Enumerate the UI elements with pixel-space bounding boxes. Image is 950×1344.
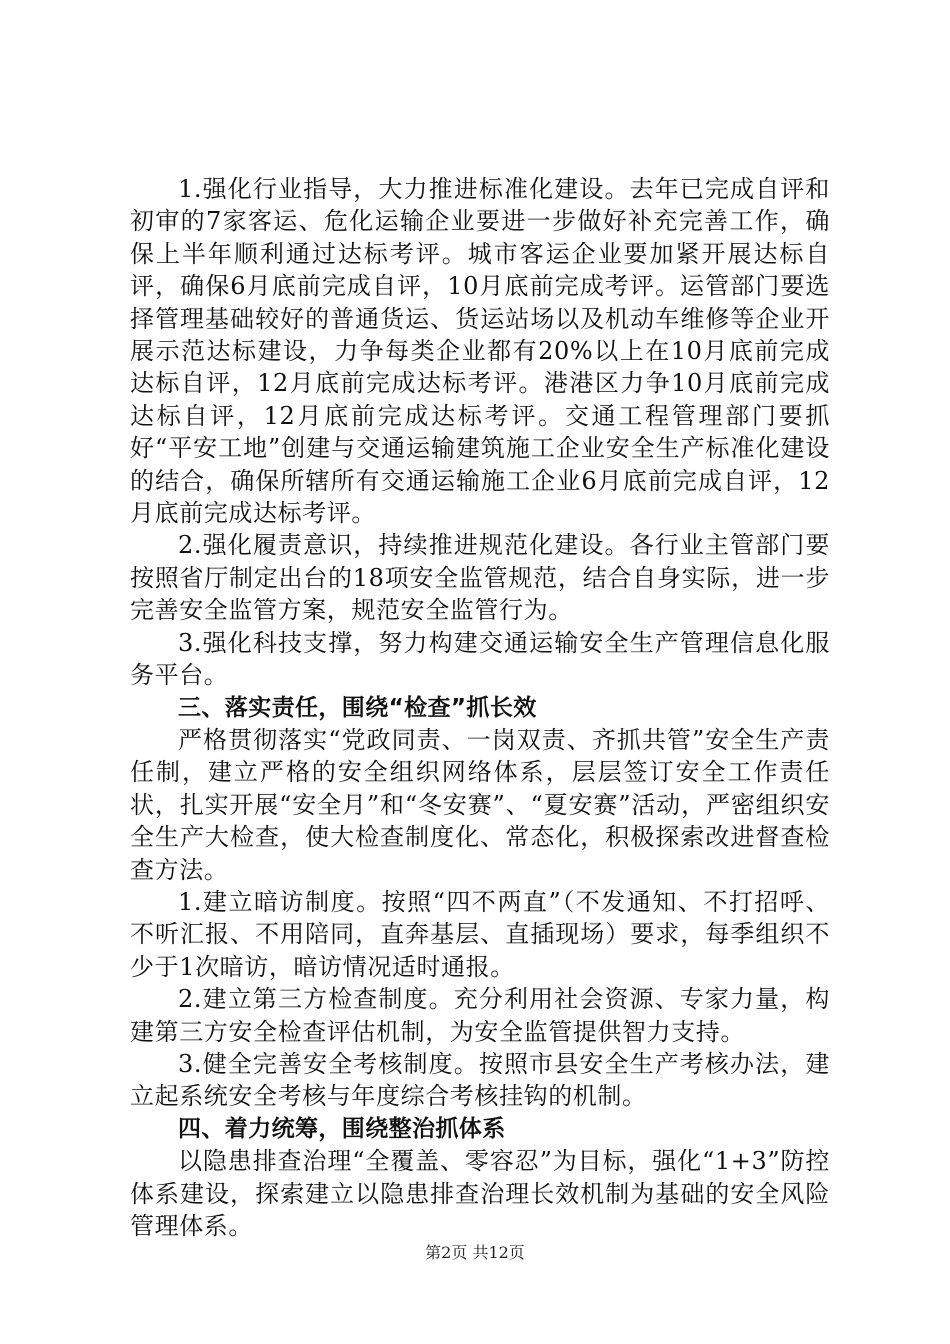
paragraph-unannounced-visits: 1.建立暗访制度。按照“四不两直”（不发通知、不打招呼、不听汇报、不用陪同，直奔基层、直插现场）要求，每季组织不少于1次暗访，暗访情况适时通报。 bbox=[130, 887, 830, 981]
section-heading-responsibility: 三、落实责任，围绕“检查”抓长效 bbox=[178, 694, 537, 721]
paragraph-third-party-inspection: 2.建立第三方检查制度。充分利用社会资源、专家力量，构建第三方安全检查评估机制，为安全监管提供智力支持。 bbox=[130, 985, 830, 1046]
paragraph-normalization: 2.强化履责意识，持续推进规范化建设。各行业主管部门要按照省厅制定出台的18项安全监管规范，结合自身实际，进一步完善安全监管方案，规范安全监管行为。 bbox=[130, 531, 830, 625]
paragraph-hazard-governance: 以隐患排查治理“全覆盖、零容忍”为目标，强化“1+3”防控体系建设，探索建立以隐患排查治理长效机制为基础的安全风险管理体系。 bbox=[130, 1147, 830, 1240]
document-body bbox=[130, 173, 830, 1242]
page-number-footer: 第2页 共12页 bbox=[425, 1243, 525, 1262]
paragraph-safety-assessment: 3.健全完善安全考核制度。按照市县安全生产考核办法，建立起系统安全考核与年度综合考核挂钩的机制。 bbox=[130, 1049, 830, 1111]
paragraph-technology: 3.强化科技支撑，努力构建交通运输安全生产管理信息化服务平台。 bbox=[130, 628, 830, 690]
paragraph-responsibility-intro: 严格贯彻落实“党政同责、一岗双责、齐抓共管”安全生产责任制，建立严格的安全组织网络体系，层层签订安全工作责任状，扎实开展“安全月”和“冬安赛”、“夏安赛”活动，严密组织安全生产大检查，使大检查制度化、常态化，积极探索改进督查检查方法。 bbox=[130, 725, 830, 884]
paragraph-standardization: 1.强化行业指导，大力推进标准化建设。去年已完成自评和初审的7家客运、危化运输企业要进一步做好补充完善工作，确保上半年顺利通过达标考评。城市客运企业要加紧开展达标自评，确保6月底前完成自评，10月底前完成考评。运管部门要选择管理基础较好的普通货运、货运站场以及机动车维修等企业开展示范达标建设，力争每类企业都有20%以上在10月底前完成达标自评，12月底前完成达标考评。港港区力争10月底前完成达标自评，12月底前完成达标考评。交通工程管理部门要抓好“平安工地”创建与交通运输建筑施工企业安全生产标准化建设的结合，确保所辖所有交通运输施工企业6月底前完成自评，12月底前完成达标考评。 bbox=[130, 175, 830, 528]
section-heading-coordination: 四、着力统筹，围绕整治抓体系 bbox=[178, 1115, 506, 1142]
